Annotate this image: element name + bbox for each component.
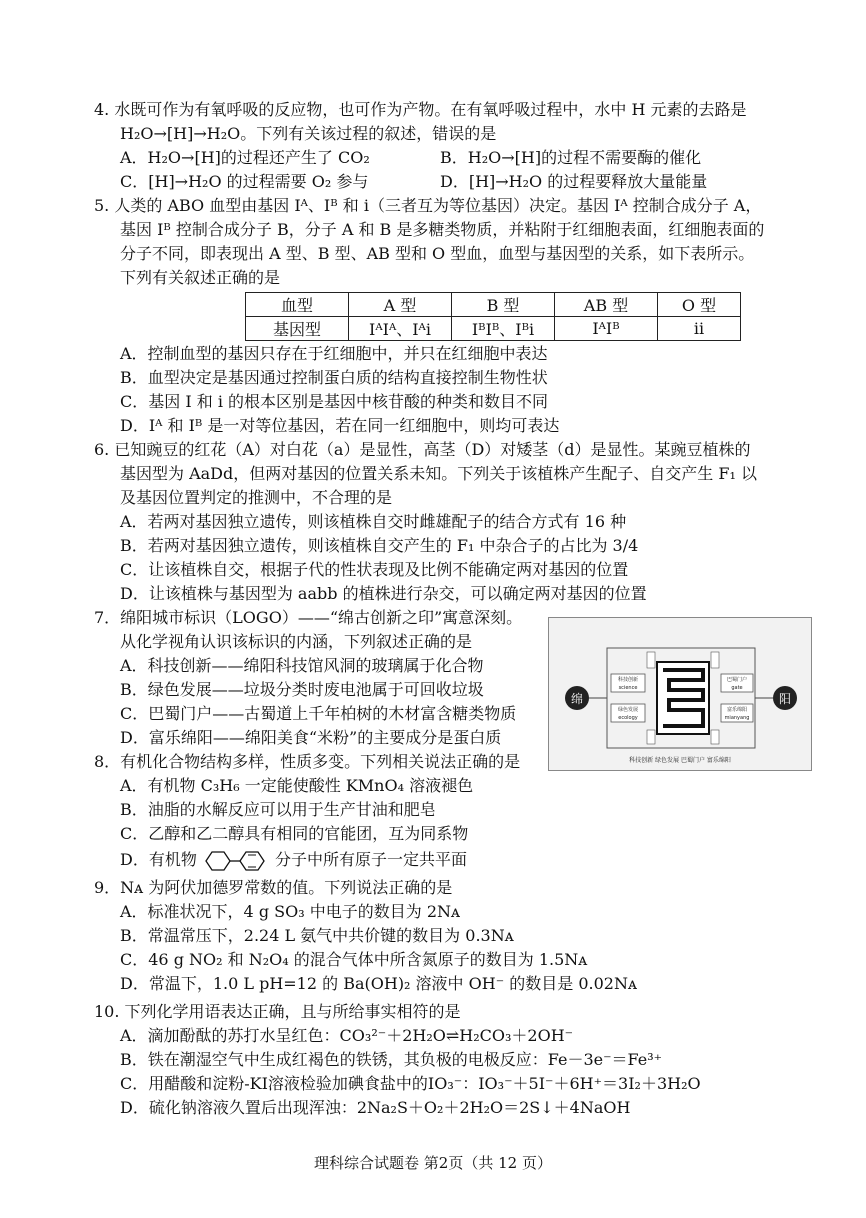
blood-type-table [245, 292, 741, 341]
q7-option-d: D．富乐绵阳——绵阳美食“米粉”的主要成分是蛋白质 [120, 728, 502, 747]
table-cell: O 型 [658, 293, 741, 317]
q6-option-c: C．让该植株自交，根据子代的性状表现及比例不能确定两对基因的位置 [120, 560, 629, 579]
q4-stem-line-2: H₂O→[H]→H₂O。下列有关该过程的叙述，错误的是 [120, 124, 497, 143]
q4-option-c: C．[H]→H₂O 的过程需要 O₂ 参与 [120, 172, 369, 191]
q5-option-b: B．血型决定是基因通过控制蛋白质的结构直接控制生物性状 [120, 368, 548, 387]
q9-stem-line-1: 9．Nᴀ 为阿伏加德罗常数的值。下列说法正确的是 [94, 878, 453, 897]
q9-option-b: B．常温常压下，2.24 L 氨气中共价键的数目为 0.3Nᴀ [120, 926, 514, 945]
q10-option-c: C．用醋酸和淀粉-KI溶液检验加碘食盐中的IO₃⁻：IO₃⁻＋5I⁻＋6H⁺＝3I₂＋3H₂O [120, 1074, 701, 1093]
logo-text: 巴蜀门户 [726, 677, 748, 683]
q8-option-c: C．乙醇和乙二醇具有相同的官能团，互为同系物 [120, 824, 469, 843]
table-cell: IᴮIᴮ、Iᴮi [452, 317, 555, 341]
q7-option-a: A．科技创新——绵阳科技馆风洞的玻璃属于化合物 [120, 656, 484, 675]
q8-option-d-suffix: 分子中所有原子一定共平面 [275, 850, 468, 869]
table-cell: ii [658, 317, 741, 341]
q7-option-b: B．绿色发展——垃圾分类时废电池属于可回收垃圾 [120, 680, 484, 699]
logo-text: mianyang [724, 715, 750, 721]
q6-option-a: A．若两对基因独立遗传，则该植株自交时雌雄配子的结合方式有 16 种 [120, 512, 627, 531]
q6-stem-line-3: 及基因位置判定的推测中，不合理的是 [120, 488, 393, 507]
table-row [246, 293, 741, 317]
q5-stem-line-3: 分子不同，即表现出 A 型、B 型、AB 型和 O 型血，血型与基因型的关系，如下表所示。 [120, 244, 755, 263]
logo-text: gate [731, 685, 743, 691]
q4-stem-line-1: 4. 水既可作为有氧呼吸的反应物，也可作为产物。在有氧呼吸过程中，水中 H 元素的去路是 [94, 100, 747, 119]
table-cell: 血型 [246, 293, 349, 317]
page-footer: 理科综合试题卷 第2页（共 12 页） [314, 1154, 552, 1172]
q5-stem-line-1: 5. 人类的 ABO 血型由基因 Iᴬ、Iᴮ 和 i（三者互为等位基因）决定。基因 Iᴬ 控制合成分子 A， [94, 196, 762, 215]
table-row [246, 317, 741, 341]
q9-option-a: A．标准状况下，4 g SO₃ 中电子的数目为 2Nᴀ [120, 902, 461, 921]
q8-option-b: B．油脂的水解反应可以用于生产甘油和肥皂 [120, 800, 436, 819]
q6-stem-line-2: 基因型为 AaDd，但两对基因的位置关系未知。下列关于该植株产生配子、自交产生 F₁ 以 [120, 464, 757, 483]
logo-caption: 科技创新 绿色发展 巴蜀门户 富乐绵阳 [629, 757, 731, 764]
q6-option-d: D．让该植株与基因型为 aabb 的植株进行杂交，可以确定两对基因的位置 [120, 584, 647, 603]
q10-stem-line-1: 10. 下列化学用语表达正确，且与所给事实相符的是 [94, 1002, 461, 1021]
q8-option-d [120, 848, 467, 872]
q8-option-d-prefix: D．有机物 [120, 850, 197, 869]
q10-option-b: B．铁在潮湿空气中生成红褐色的铁锈，其负极的电极反应：Fe－3e⁻＝Fe³⁺ [120, 1050, 663, 1069]
q10-option-a: A．滴加酚酞的苏打水呈红色：CO₃²⁻＋2H₂O⇌H₂CO₃＋2OH⁻ [120, 1026, 574, 1045]
logo-text: 科技创新 [617, 677, 639, 683]
q5-stem-line-4: 下列有关叙述正确的是 [120, 268, 281, 287]
table-cell: IᴬIᴬ、Iᴬi [349, 317, 452, 341]
biphenyl-structure-icon [202, 850, 270, 872]
table-cell: A 型 [349, 293, 452, 317]
logo-right-char: 阳 [778, 692, 792, 706]
city-logo-figure [548, 617, 812, 771]
q5-stem-line-2: 基因 Iᴮ 控制合成分子 B，分子 A 和 B 是多糖类物质，并粘附于红细胞表面，红细胞表面的 [120, 220, 765, 239]
q5-option-d: D．Iᴬ 和 Iᴮ 是一对等位基因，若在同一红细胞中，则均可表达 [120, 416, 560, 435]
logo-text: ecology [618, 715, 638, 721]
q5-option-a: A．控制血型的基因只存在于红细胞中，并只在红细胞中表达 [120, 344, 548, 363]
table-cell: AB 型 [555, 293, 658, 317]
q4-option-a: A．H₂O→[H]的过程还产生了 CO₂ [120, 148, 370, 167]
q8-option-a: A．有机物 C₃H₆ 一定能使酸性 KMnO₄ 溶液褪色 [120, 776, 474, 795]
q10-option-d: D．硫化钠溶液久置后出现浑浊：2Na₂S＋O₂＋2H₂O＝2S↓＋4NaOH [120, 1098, 631, 1117]
city-logo-image [549, 618, 811, 770]
table-cell: 基因型 [246, 317, 349, 341]
logo-text: science [618, 685, 638, 691]
logo-text: 富乐绵阳 [726, 707, 748, 713]
logo-text: 绿色发展 [617, 707, 639, 713]
q7-stem-line-2: 从化学视角认识该标识的内涵，下列叙述正确的是 [120, 632, 473, 651]
q8-stem-line-1: 8．有机化合物结构多样，性质多变。下列相关说法正确的是 [94, 752, 521, 771]
table-cell: IᴬIᴮ [555, 317, 658, 341]
q4-option-d: D．[H]→H₂O 的过程要释放大量能量 [440, 172, 708, 191]
q6-option-b: B．若两对基因独立遗传，则该植株自交产生的 F₁ 中杂合子的占比为 3/4 [120, 536, 639, 555]
q5-option-c: C．基因 I 和 i 的根本区别是基因中核苷酸的种类和数目不同 [120, 392, 549, 411]
q4-option-b: B．H₂O→[H]的过程不需要酶的催化 [440, 148, 702, 167]
table-cell: B 型 [452, 293, 555, 317]
q6-stem-line-1: 6. 已知豌豆的红花（A）对白花（a）是显性，高茎（D）对矮茎（d）是显性。某豌豆植株的 [94, 440, 751, 459]
q9-option-c: C．46 g NO₂ 和 N₂O₄ 的混合气体中所含氮原子的数目为 1.5Nᴀ [120, 950, 588, 969]
logo-left-char: 绵 [570, 692, 584, 706]
q9-option-d: D．常温下，1.0 L pH=12 的 Ba(OH)₂ 溶液中 OH⁻ 的数目是 0.02Nᴀ [120, 974, 637, 993]
q7-option-c: C．巴蜀门户——古蜀道上千年柏树的木材富含糖类物质 [120, 704, 517, 723]
q7-stem-line-1: 7．绵阳城市标识（LOGO）——“绵古创新之印”寓意深刻。 [94, 608, 523, 627]
